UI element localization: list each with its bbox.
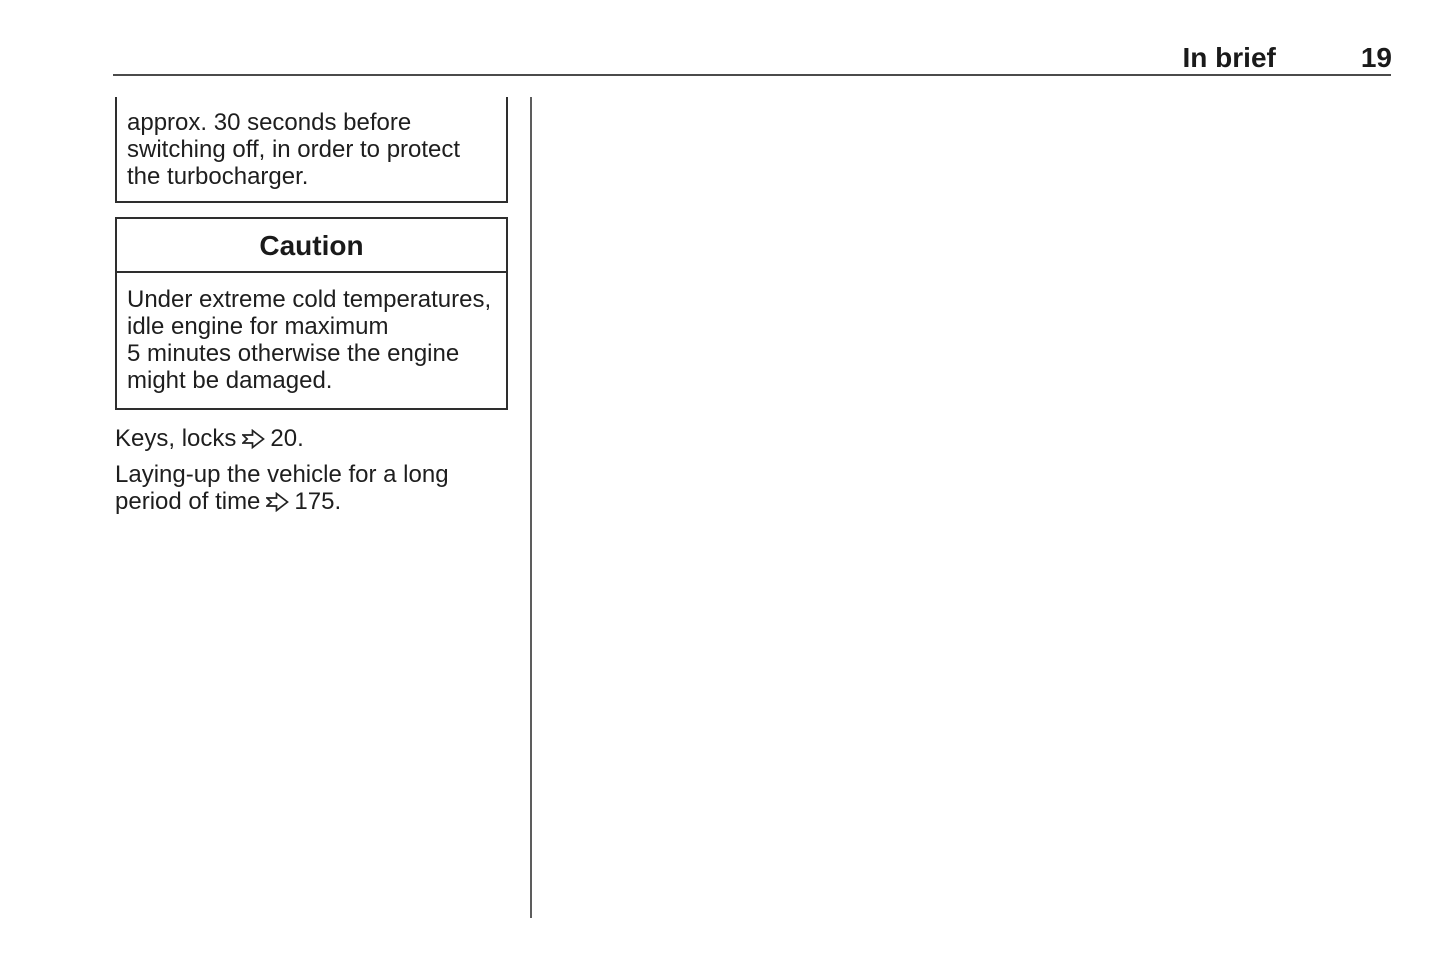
cross-reference-laying-up[interactable]	[115, 461, 508, 515]
caution-line: idle engine for maximum	[127, 313, 389, 340]
caution-box-title: Caution	[117, 219, 506, 273]
caution-line: 5 minutes otherwise the engine	[127, 340, 460, 367]
section-title: In brief	[1182, 42, 1276, 73]
note-line: approx. 30 seconds before	[127, 109, 412, 136]
header-rule	[113, 74, 1391, 76]
reference-target-page: 175.	[294, 488, 342, 515]
reference-label: Laying-up the vehicle for a long period of time	[115, 461, 449, 515]
column-divider	[530, 97, 532, 918]
note-line: the turbocharger.	[127, 163, 309, 190]
note-line: switching off, in order to protect	[127, 136, 461, 163]
page-number: 19	[1360, 42, 1392, 73]
reference-label: Keys, locks	[115, 425, 237, 452]
reference-target-page: 20.	[270, 425, 304, 452]
caution-box-body	[117, 273, 506, 406]
left-column	[115, 97, 508, 515]
caution-line: Under extreme cold temperatures,	[127, 286, 492, 313]
note-box-continued	[115, 97, 508, 203]
page-reference-arrow-icon	[242, 429, 265, 449]
page-header	[1183, 42, 1393, 74]
caution-box	[115, 217, 508, 410]
page-reference-arrow-icon	[266, 492, 289, 512]
cross-reference-keys-locks[interactable]	[115, 425, 508, 452]
caution-line: might be damaged.	[127, 367, 333, 394]
